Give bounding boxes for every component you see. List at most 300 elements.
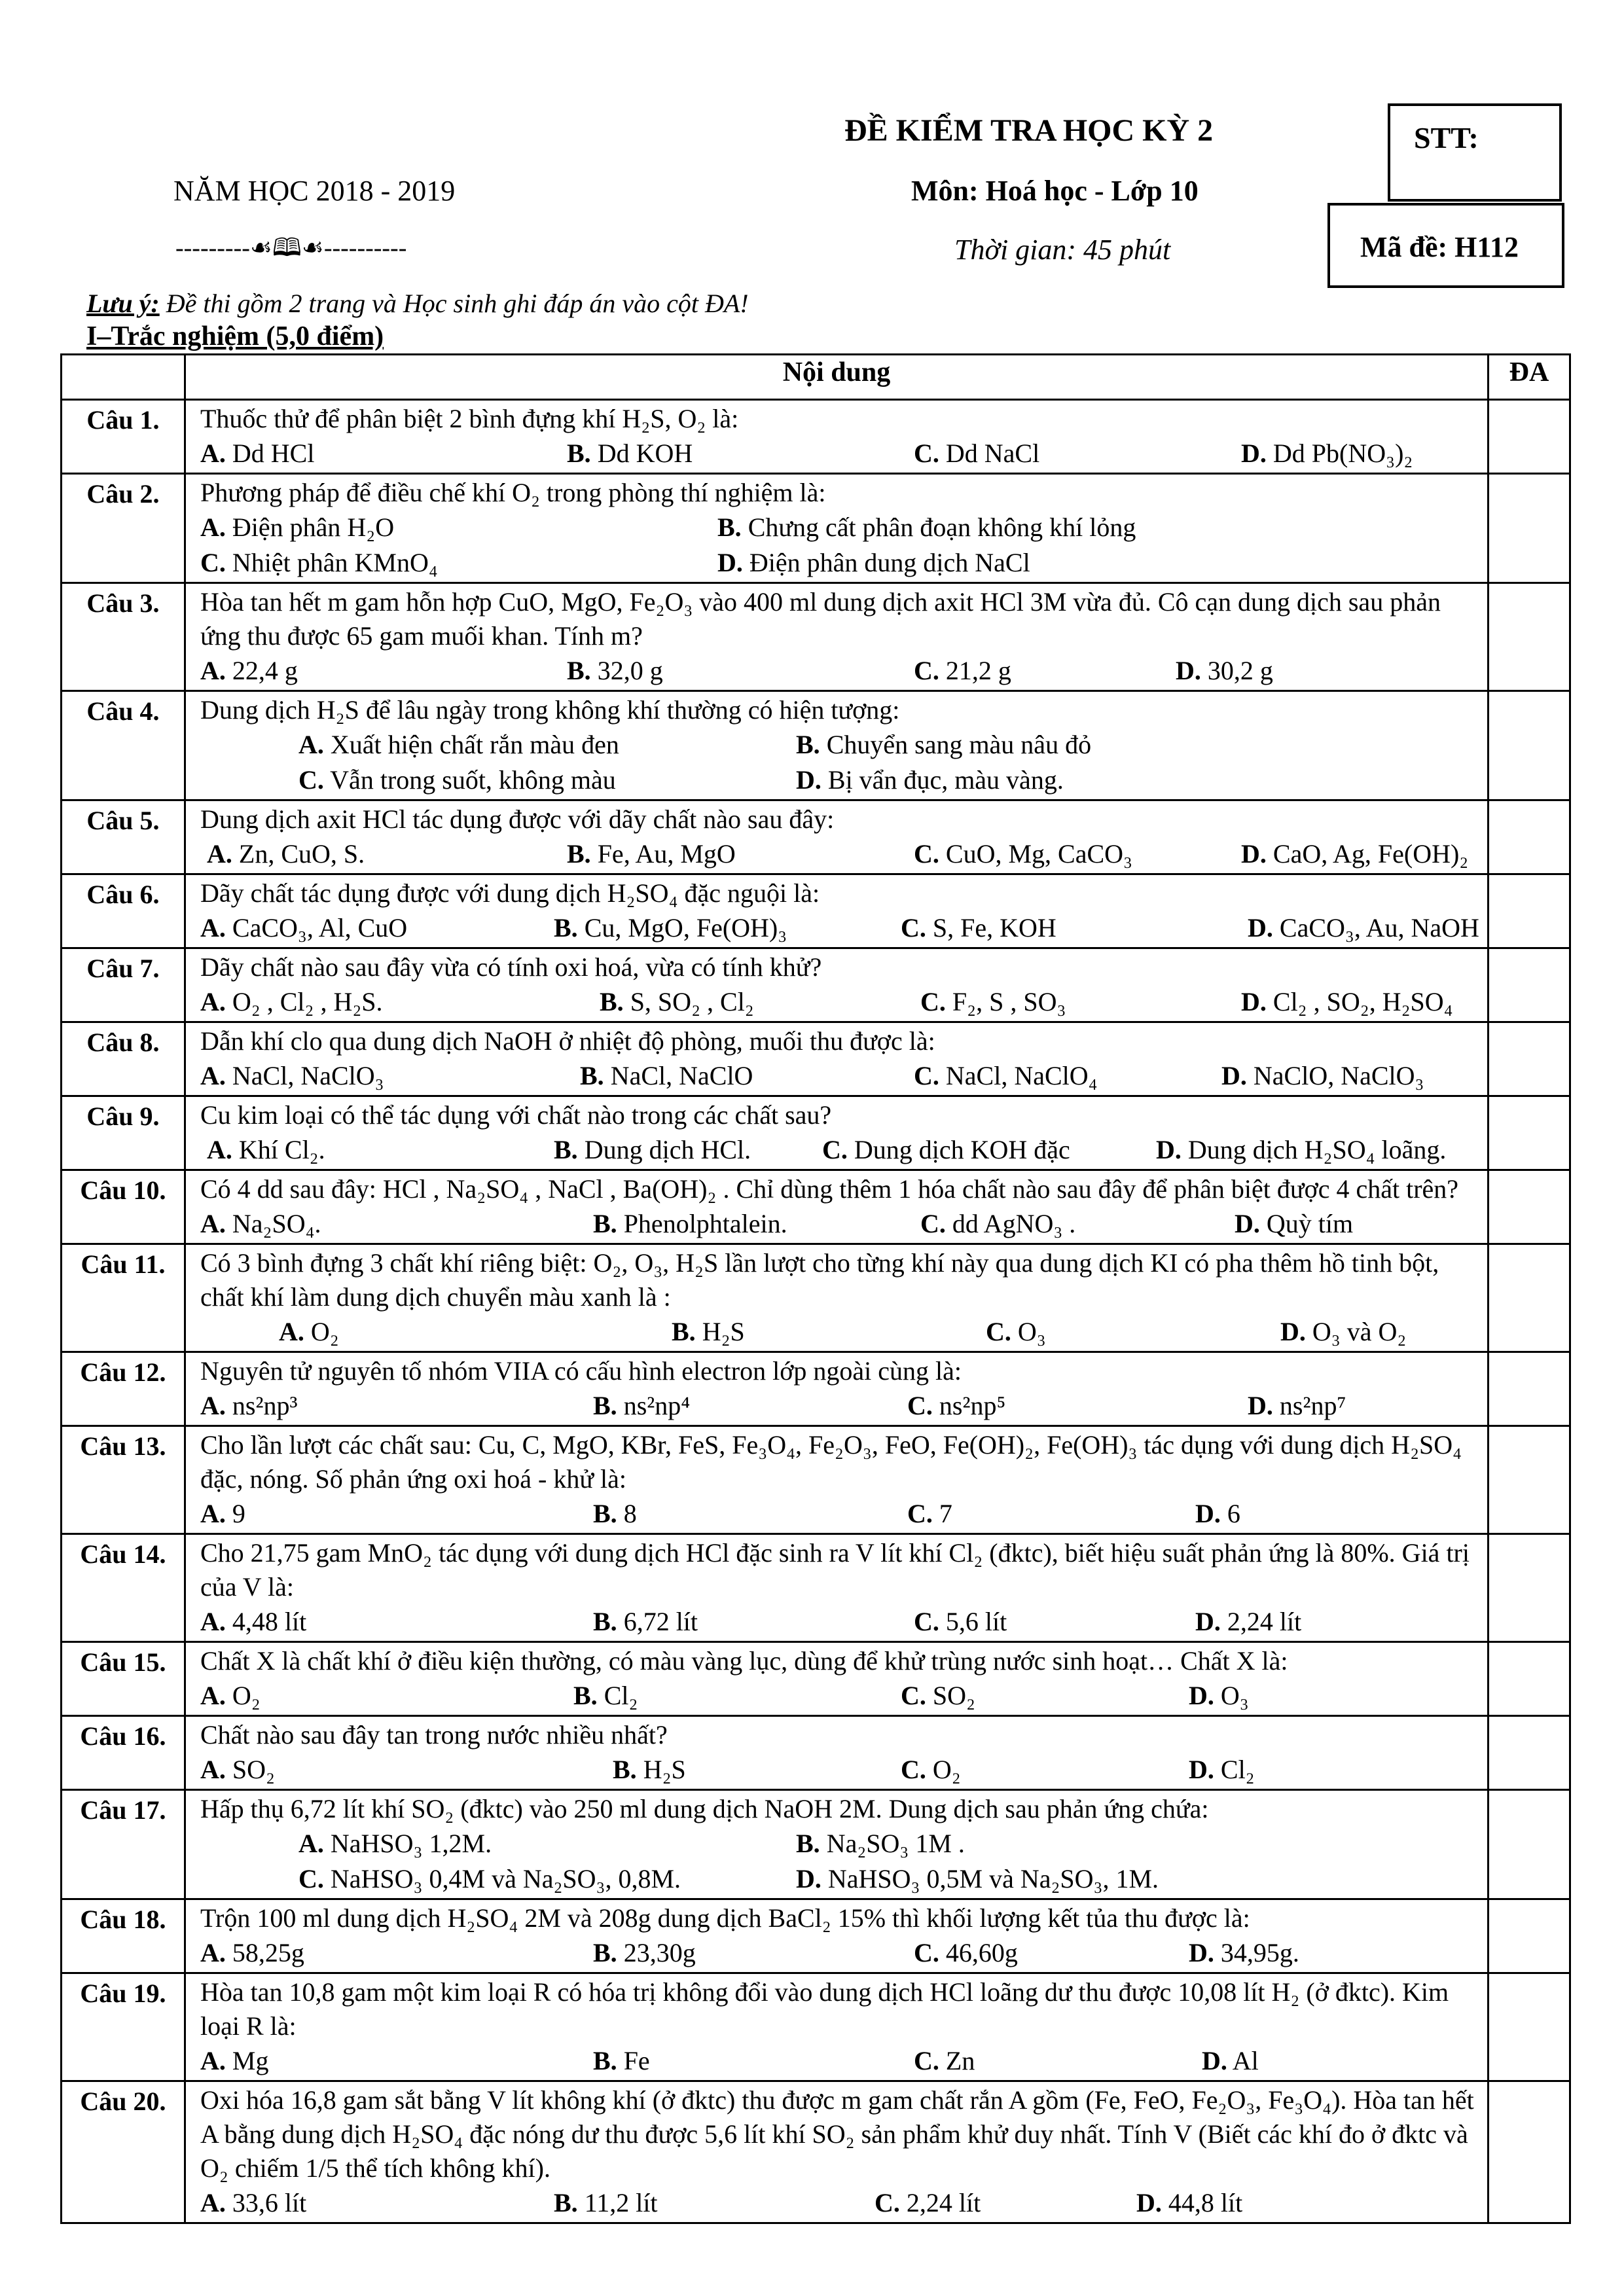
question-number: Câu 7. xyxy=(62,948,185,1022)
option-letter: C. xyxy=(920,1209,946,1238)
option-text: NaHSO₃ 0,5M và Na₂SO₃, 1M. xyxy=(827,1864,1159,1893)
question-number: Câu 15. xyxy=(62,1642,185,1716)
option-text: S, SO₂ , Cl₂ xyxy=(630,987,754,1016)
table-row xyxy=(62,1716,1570,1790)
option-letter: A. xyxy=(200,1209,226,1238)
answer-cell[interactable] xyxy=(1489,1096,1570,1170)
option-text: 2,24 lít xyxy=(1227,1607,1302,1636)
table-row xyxy=(62,1022,1570,1096)
option-text: 5,6 lít xyxy=(945,1607,1007,1636)
option-text: 7 xyxy=(939,1499,952,1528)
option-text: Xuất hiện chất rắn màu đen xyxy=(330,730,619,759)
option-text: 4,48 lít xyxy=(232,1607,307,1636)
question-number: Câu 2. xyxy=(62,474,185,583)
answer-option xyxy=(920,1206,1075,1242)
table-row xyxy=(62,400,1570,474)
option-text: 58,25g xyxy=(232,1938,304,1967)
question-text: Hấp thụ 6,72 lít khí SO₂ (đktc) vào 250 ml dung dịch NaOH 2M. Dung dịch sau phản ứng chứa: xyxy=(200,1794,1209,1823)
option-text: 22,4 g xyxy=(232,656,298,685)
option-text: H₂S xyxy=(702,1317,745,1346)
option-letter: B. xyxy=(593,1938,617,1967)
question-content xyxy=(185,2081,1489,2223)
answer-option xyxy=(986,1314,1046,1350)
options-line xyxy=(200,1496,1482,1532)
table-row xyxy=(62,874,1570,948)
answer-option xyxy=(200,984,383,1020)
answer-option xyxy=(875,2185,981,2221)
question-text: Nguyên tử nguyên tố nhóm VIIA có cấu hình electron lớp ngoài cùng là: xyxy=(200,1356,962,1386)
options-line xyxy=(200,1861,1482,1897)
option-letter: A. xyxy=(200,1938,226,1967)
answer-option xyxy=(914,653,1011,689)
option-letter: D. xyxy=(1156,1135,1182,1164)
answer-option xyxy=(200,2043,268,2079)
option-letter: D. xyxy=(1189,1755,1214,1784)
option-text: 33,6 lít xyxy=(232,2188,307,2217)
option-letter: C. xyxy=(822,1135,848,1164)
question-content xyxy=(185,800,1489,874)
question-content xyxy=(185,1790,1489,1899)
option-letter: D. xyxy=(796,1864,821,1893)
option-letter: C. xyxy=(298,765,324,795)
question-content xyxy=(185,1352,1489,1426)
answer-option xyxy=(567,836,736,872)
answer-option xyxy=(1189,1752,1255,1787)
option-text: O₂ xyxy=(310,1317,339,1346)
option-letter: A. xyxy=(200,512,226,542)
table-row xyxy=(62,1899,1570,1973)
question-number: Câu 11. xyxy=(62,1244,185,1352)
option-letter: D. xyxy=(1241,439,1267,468)
option-letter: A. xyxy=(200,1681,226,1710)
answer-cell[interactable] xyxy=(1489,1534,1570,1642)
question-content xyxy=(185,474,1489,583)
option-letter: A. xyxy=(200,439,226,468)
option-letter: D. xyxy=(1189,1938,1214,1967)
school-year: NĂM HỌC 2018 - 2019 xyxy=(173,175,456,207)
note-label: Lưu ý: xyxy=(86,289,160,318)
answer-option xyxy=(554,910,787,946)
answer-cell[interactable] xyxy=(1489,583,1570,691)
question-text: Cho 21,75 gam MnO₂ tác dụng với dung dịch HCl đặc sinh ra V lít khí Cl₂ (đktc), biết hiệu suất phản ứng là 80%. Giá trị của V là: xyxy=(200,1538,1470,1602)
option-text: Cl₂ , SO₂, H₂SO₄ xyxy=(1272,987,1453,1016)
option-text: Nhiệt phân KMnO₄ xyxy=(232,548,438,577)
question-number: Câu 16. xyxy=(62,1716,185,1790)
table-row xyxy=(62,948,1570,1022)
option-letter: C. xyxy=(298,1864,324,1893)
option-text: 6 xyxy=(1227,1499,1240,1528)
question-content xyxy=(185,1716,1489,1790)
option-letter: A. xyxy=(200,1755,226,1784)
question-content xyxy=(185,583,1489,691)
option-letter: A. xyxy=(200,1391,226,1420)
answer-option xyxy=(796,762,1064,798)
answer-option xyxy=(200,653,298,689)
option-letter: D. xyxy=(1202,2046,1227,2075)
option-text: Na₂SO₃ 1M . xyxy=(826,1829,965,1858)
question-text: Có 3 bình đựng 3 chất khí riêng biệt: O₂, O₃, H₂S lần lượt cho từng khí này qua dung dịch KI có pha thêm hồ tinh bột, chất khí làm dung dịch chuyển màu xanh là : xyxy=(200,1248,1439,1312)
options-line xyxy=(200,545,1482,581)
answer-option xyxy=(298,762,616,798)
answer-option xyxy=(901,1752,961,1787)
option-text: Dd NaCl xyxy=(945,439,1040,468)
answer-option xyxy=(200,1678,261,1713)
question-table xyxy=(60,353,1571,2224)
option-letter: B. xyxy=(554,1135,578,1164)
table-row xyxy=(62,1244,1570,1352)
table-row xyxy=(62,1352,1570,1426)
answer-option xyxy=(672,1314,745,1350)
option-letter: B. xyxy=(796,1829,820,1858)
answer-option xyxy=(1280,1314,1406,1350)
answer-option xyxy=(1195,1496,1240,1532)
option-letter: C. xyxy=(200,548,226,577)
option-letter: A. xyxy=(207,839,232,869)
option-text: O₂ xyxy=(232,1681,261,1710)
answer-option xyxy=(1248,910,1479,946)
option-text: 21,2 g xyxy=(945,656,1011,685)
option-text: 44,8 lít xyxy=(1168,2188,1243,2217)
options-line xyxy=(200,1314,1482,1350)
answer-option xyxy=(298,1826,492,1861)
answer-option xyxy=(200,910,407,946)
option-letter: B. xyxy=(593,1391,617,1420)
option-text: Chưng cất phân đoạn không khí lỏng xyxy=(748,512,1136,542)
answer-option xyxy=(914,1604,1007,1640)
answer-cell[interactable] xyxy=(1489,948,1570,1022)
options-line xyxy=(200,436,1482,471)
answer-cell[interactable] xyxy=(1489,400,1570,474)
option-letter: C. xyxy=(914,656,939,685)
answer-option xyxy=(796,1826,965,1861)
option-text: CuO, Mg, CaCO₃ xyxy=(945,839,1132,869)
option-letter: A. xyxy=(200,1061,226,1090)
option-text: 23,30g xyxy=(623,1938,696,1967)
options-line xyxy=(200,1604,1482,1640)
table-row xyxy=(62,1534,1570,1642)
option-letter: B. xyxy=(672,1317,696,1346)
option-letter: D. xyxy=(1195,1607,1221,1636)
option-text: NaCl, NaClO₄ xyxy=(945,1061,1098,1090)
answer-cell[interactable] xyxy=(1489,1899,1570,1973)
option-text: Bị vẩn đục, màu vàng. xyxy=(827,765,1064,795)
answer-option xyxy=(1241,836,1468,872)
question-number: Câu 20. xyxy=(62,2081,185,2223)
option-letter: C. xyxy=(914,839,939,869)
answer-cell[interactable] xyxy=(1489,800,1570,874)
answer-option xyxy=(200,510,394,545)
option-text: Fe, Au, MgO xyxy=(597,839,736,869)
option-letter: A. xyxy=(207,1135,232,1164)
option-text: Zn xyxy=(945,2046,975,2075)
option-letter: C. xyxy=(914,2046,939,2075)
question-text: Cu kim loại có thể tác dụng với chất nào trong các chất sau? xyxy=(200,1100,832,1130)
option-letter: C. xyxy=(914,1607,939,1636)
section-title: I–Trắc nghiệm (5,0 điểm) xyxy=(86,321,384,351)
answer-option xyxy=(1248,1388,1346,1424)
table-row xyxy=(62,800,1570,874)
option-letter: B. xyxy=(593,1607,617,1636)
answer-option xyxy=(200,1058,384,1094)
answer-option xyxy=(1156,1132,1446,1168)
question-number: Câu 19. xyxy=(62,1973,185,2081)
answer-option xyxy=(593,1935,696,1971)
header-answer: ĐA xyxy=(1489,355,1570,400)
option-letter: C. xyxy=(907,1499,933,1528)
answer-option xyxy=(914,1935,1018,1971)
option-text: 30,2 g xyxy=(1207,656,1273,685)
answer-cell[interactable] xyxy=(1489,1642,1570,1716)
note-line xyxy=(86,288,749,319)
options-line xyxy=(200,762,1482,798)
question-text: Dung dịch H₂S để lâu ngày trong không khí thường có hiện tượng: xyxy=(200,695,900,725)
answer-option xyxy=(580,1058,753,1094)
table-row xyxy=(62,1170,1570,1244)
options-line xyxy=(200,1132,1482,1168)
option-text: NaClO, NaClO₃ xyxy=(1253,1061,1424,1090)
answer-option xyxy=(207,836,365,872)
option-text: Điện phân dung dịch NaCl xyxy=(749,548,1030,577)
option-letter: A. xyxy=(200,913,226,942)
question-content xyxy=(185,691,1489,800)
option-text: Dung dịch H₂SO₄ loãng. xyxy=(1187,1135,1447,1164)
question-number: Câu 3. xyxy=(62,583,185,691)
question-text: Dãy chất nào sau đây vừa có tính oxi hoá, vừa có tính khử? xyxy=(200,952,822,982)
options-line xyxy=(200,1935,1482,1971)
question-number: Câu 13. xyxy=(62,1426,185,1534)
answer-option xyxy=(207,1132,325,1168)
table-row xyxy=(62,2081,1570,2223)
question-text: Chất X là chất khí ở điều kiện thường, có màu vàng lục, dùng để khử trùng nước sinh hoạt… Chất X là: xyxy=(200,1646,1288,1676)
answer-option xyxy=(200,545,438,581)
option-text: 34,95g. xyxy=(1220,1938,1299,1967)
option-text: NaCl, NaClO xyxy=(610,1061,753,1090)
question-text: Cho lần lượt các chất sau: Cu, C, MgO, KBr, FeS, Fe₃O₄, Fe₂O₃, FeO, Fe(OH)₂, Fe(OH)₃ tác dụng với dung dịch H₂SO₄ đặc, nóng. Số phản ứng oxi hoá - khử là: xyxy=(200,1430,1462,1494)
answer-option xyxy=(796,727,1091,762)
question-number: Câu 10. xyxy=(62,1170,185,1244)
option-text: Dung dịch HCl. xyxy=(584,1135,751,1164)
option-letter: B. xyxy=(580,1061,604,1090)
question-content xyxy=(185,874,1489,948)
answer-option xyxy=(567,436,693,471)
answer-option xyxy=(567,653,663,689)
question-content xyxy=(185,1642,1489,1716)
option-text: dd AgNO₃ . xyxy=(952,1209,1076,1238)
option-letter: D. xyxy=(1136,2188,1162,2217)
option-text: CaCO₃, Au, NaOH xyxy=(1279,913,1479,942)
question-text: Chất nào sau đây tan trong nước nhiều nhất? xyxy=(200,1720,668,1749)
option-letter: B. xyxy=(593,1209,617,1238)
option-text: O₃ xyxy=(1220,1681,1249,1710)
option-letter: C. xyxy=(901,1681,926,1710)
option-letter: D. xyxy=(1248,1391,1273,1420)
option-letter: A. xyxy=(200,656,226,685)
option-letter: D. xyxy=(717,548,743,577)
question-number: Câu 4. xyxy=(62,691,185,800)
option-letter: B. xyxy=(796,730,820,759)
option-letter: D. xyxy=(1189,1681,1214,1710)
answer-option xyxy=(298,727,619,762)
answer-cell[interactable] xyxy=(1489,1716,1570,1790)
option-letter: A. xyxy=(200,1499,226,1528)
option-text: Dd HCl xyxy=(232,439,315,468)
option-text: F₂, S , SO₃ xyxy=(952,987,1066,1016)
options-line xyxy=(200,1388,1482,1424)
question-number: Câu 18. xyxy=(62,1899,185,1973)
option-letter: B. xyxy=(567,839,591,869)
table-row xyxy=(62,1426,1570,1534)
option-letter: B. xyxy=(573,1681,598,1710)
answer-option xyxy=(200,1604,306,1640)
question-number: Câu 17. xyxy=(62,1790,185,1899)
option-text: Zn, CuO, S. xyxy=(238,839,365,869)
option-letter: D. xyxy=(1241,839,1267,869)
question-text: Trộn 100 ml dung dịch H₂SO₄ 2M và 208g dung dịch BaCl₂ 15% thì khối lượng kết tủa thu được là: xyxy=(200,1903,1250,1933)
options-line xyxy=(200,1206,1482,1242)
option-letter: A. xyxy=(279,1317,304,1346)
answer-option xyxy=(593,1206,787,1242)
option-text: H₂S xyxy=(643,1755,686,1784)
answer-option xyxy=(1241,984,1453,1020)
option-letter: B. xyxy=(554,2188,578,2217)
exam-code: Mã đề: H112 xyxy=(1360,231,1519,263)
exam-code-box xyxy=(1327,203,1564,288)
answer-option xyxy=(200,1388,297,1424)
answer-option xyxy=(914,836,1132,872)
option-letter: A. xyxy=(200,1607,226,1636)
table-row xyxy=(62,691,1570,800)
option-letter: C. xyxy=(914,1938,939,1967)
answer-cell[interactable] xyxy=(1489,1022,1570,1096)
answer-cell[interactable] xyxy=(1489,1790,1570,1899)
answer-option xyxy=(593,1388,690,1424)
stt-box xyxy=(1388,103,1562,202)
option-text: 32,0 g xyxy=(597,656,663,685)
answer-option xyxy=(554,2185,658,2221)
option-text: ns²np³ xyxy=(232,1391,298,1420)
option-letter: D. xyxy=(1280,1317,1306,1346)
option-letter: D. xyxy=(1235,1209,1260,1238)
options-line xyxy=(200,2043,1482,2079)
answer-cell[interactable] xyxy=(1489,874,1570,948)
answer-option xyxy=(717,510,1136,545)
note-text: Đề thi gồm 2 trang và Học sinh ghi đáp án vào cột ĐA! xyxy=(166,289,749,318)
answer-option xyxy=(554,1132,751,1168)
answer-cell[interactable] xyxy=(1489,1244,1570,1352)
options-line xyxy=(200,510,1482,545)
question-text: Hòa tan hết m gam hỗn hợp CuO, MgO, Fe₂O₃ vào 400 ml dung dịch axit HCl 3M vừa đủ. Cô cạn dung dịch sau phản ứng thu được 65 gam muối khan. Tính m? xyxy=(200,587,1441,651)
question-content xyxy=(185,400,1489,474)
header-num-cell xyxy=(62,355,185,400)
option-letter: C. xyxy=(986,1317,1011,1346)
answer-option xyxy=(600,984,754,1020)
answer-cell[interactable] xyxy=(1489,2081,1570,2223)
question-text: Dẫn khí clo qua dung dịch NaOH ở nhiệt độ phòng, muối thu được là: xyxy=(200,1026,935,1056)
question-text: Có 4 dd sau đây: HCl , Na₂SO₄ , NaCl , Ba(OH)₂ . Chỉ dùng thêm 1 hóa chất nào sau đây để phân biệt được 4 chất trên? xyxy=(200,1174,1459,1204)
answer-option xyxy=(200,2185,306,2221)
answer-option xyxy=(613,1752,686,1787)
question-text: Dung dịch axit HCl tác dụng được với dãy chất nào sau đây: xyxy=(200,804,835,834)
option-letter: D. xyxy=(1176,656,1201,685)
option-text: ns²np⁵ xyxy=(939,1391,1006,1420)
answer-cell[interactable] xyxy=(1489,691,1570,800)
answer-option xyxy=(1221,1058,1424,1094)
option-text: ns²np⁴ xyxy=(623,1391,691,1420)
question-number: Câu 14. xyxy=(62,1534,185,1642)
answer-cell[interactable] xyxy=(1489,1973,1570,2081)
question-text: Hòa tan 10,8 gam một kim loại R có hóa trị không đổi vào dung dịch HCl loãng dư thu được 10,08 lít H₂ (ở đktc). Kim loại R là: xyxy=(200,1977,1449,2041)
answer-cell[interactable] xyxy=(1489,1170,1570,1244)
option-text: Dd KOH xyxy=(597,439,693,468)
options-line xyxy=(200,1678,1482,1713)
option-text: Phenolphtalein. xyxy=(623,1209,787,1238)
table-header-row xyxy=(62,355,1570,400)
question-content xyxy=(185,1899,1489,1973)
option-text: Cu, MgO, Fe(OH)₃ xyxy=(584,913,787,942)
option-text: O₂ , Cl₂ , H₂S. xyxy=(232,987,383,1016)
answer-option xyxy=(593,1496,637,1532)
answer-option xyxy=(914,436,1039,471)
option-letter: B. xyxy=(567,439,591,468)
option-letter: C. xyxy=(914,439,939,468)
question-text: Thuốc thử để phân biệt 2 bình đựng khí H₂S, O₂ là: xyxy=(200,404,739,433)
options-line xyxy=(200,653,1482,689)
answer-option xyxy=(200,436,314,471)
options-line xyxy=(200,727,1482,762)
option-text: NaHSO₃ 0,4M và Na₂SO₃, 0,8M. xyxy=(330,1864,681,1893)
answer-cell[interactable] xyxy=(1489,1426,1570,1534)
answer-option xyxy=(200,1752,275,1787)
question-content xyxy=(185,1244,1489,1352)
options-line xyxy=(200,836,1482,872)
table-row xyxy=(62,583,1570,691)
option-text: NaCl, NaClO₃ xyxy=(232,1061,384,1090)
options-line xyxy=(200,984,1482,1020)
answer-option xyxy=(907,1496,952,1532)
option-text: 46,60g xyxy=(945,1938,1018,1967)
option-text: Chuyển sang màu nâu đỏ xyxy=(826,730,1092,759)
stt-label: STT: xyxy=(1414,121,1479,154)
option-text: 11,2 lít xyxy=(584,2188,658,2217)
answer-option xyxy=(717,545,1030,581)
answer-cell[interactable] xyxy=(1489,474,1570,583)
option-text: Điện phân H₂O xyxy=(232,512,395,542)
question-content xyxy=(185,1426,1489,1534)
option-letter: B. xyxy=(613,1755,637,1784)
answer-option xyxy=(1241,436,1413,471)
option-text: Fe xyxy=(623,2046,650,2075)
option-letter: A. xyxy=(200,987,226,1016)
options-line xyxy=(200,1058,1482,1094)
option-text: Cl₂ xyxy=(1220,1755,1255,1784)
answer-option xyxy=(907,1388,1005,1424)
answer-option xyxy=(901,1678,975,1713)
answer-option xyxy=(279,1314,339,1350)
answer-option xyxy=(593,1604,698,1640)
option-text: O₂ xyxy=(932,1755,961,1784)
option-text: Mg xyxy=(232,2046,269,2075)
question-text: Dãy chất tác dụng được với dung dịch H₂SO₄ đặc nguội là: xyxy=(200,878,820,908)
answer-cell[interactable] xyxy=(1489,1352,1570,1426)
option-letter: C. xyxy=(907,1391,933,1420)
answer-option xyxy=(901,910,1056,946)
option-letter: D. xyxy=(1195,1499,1221,1528)
option-letter: D. xyxy=(796,765,821,795)
options-line xyxy=(200,1826,1482,1861)
answer-option xyxy=(200,1206,321,1242)
answer-option xyxy=(298,1861,681,1897)
answer-option xyxy=(200,1935,304,1971)
